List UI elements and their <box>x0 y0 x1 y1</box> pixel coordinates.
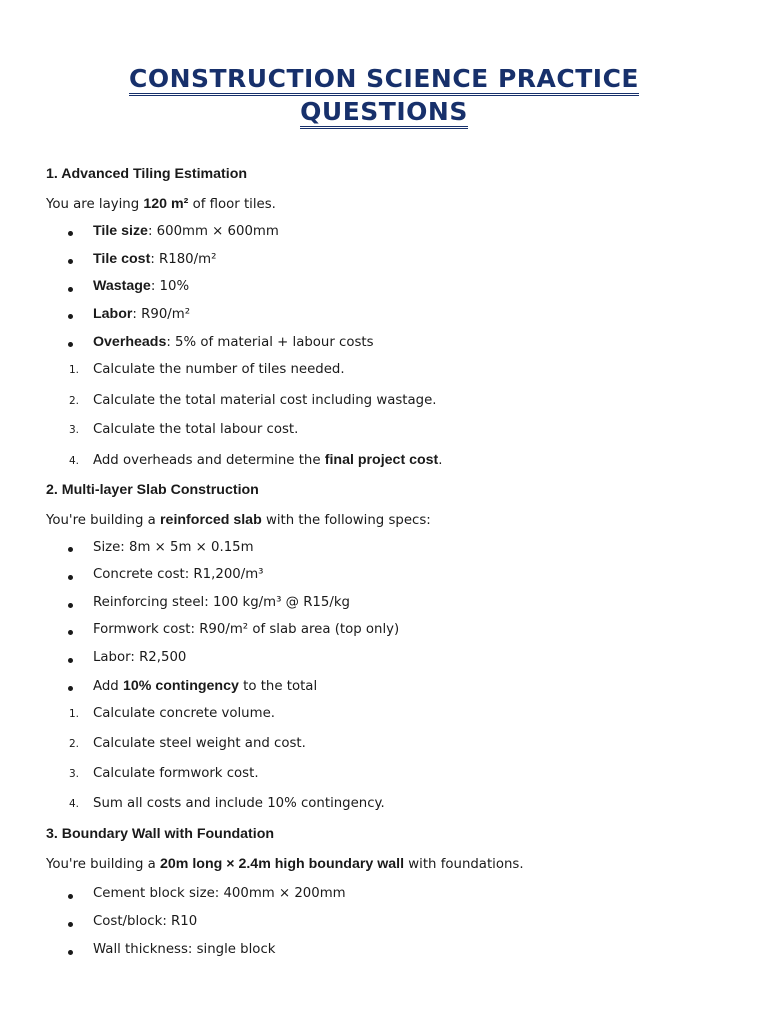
step-text: Calculate the total material cost including wastage. <box>93 393 437 408</box>
q1-heading: 1. Advanced Tiling Estimation <box>46 166 248 182</box>
list-item <box>93 334 374 350</box>
bullet-icon <box>68 894 73 899</box>
step-text: Calculate formwork cost. <box>93 766 259 781</box>
bullet-icon <box>68 287 73 292</box>
q2-intro-text: You're building a <box>46 513 161 528</box>
step-number: 2. <box>69 395 80 407</box>
q2-intro-post: with the following specs: <box>261 513 431 528</box>
list-item: Cost/block: R10 <box>93 914 198 929</box>
step-text: Sum all costs and include 10% contingency. <box>93 796 385 811</box>
list-item <box>93 223 279 239</box>
step-text: Calculate the number of tiles needed. <box>93 362 345 377</box>
list-item: Concrete cost: R1,200/m³ <box>93 567 264 582</box>
step-text: Calculate steel weight and cost. <box>93 736 306 751</box>
list-item-value: : 10% <box>150 279 190 294</box>
step-text <box>93 452 443 468</box>
list-item <box>93 251 216 267</box>
list-item-post: to the total <box>238 679 318 694</box>
q3-heading: 3. Boundary Wall with Foundation <box>46 826 275 842</box>
title-line-2: QUESTIONS <box>300 97 468 129</box>
list-item-value: : 5% of material + labour costs <box>166 335 374 350</box>
step-text: Calculate the total labour cost. <box>93 422 299 437</box>
list-item-pre: Add <box>93 679 123 694</box>
list-item: Labor: R2,500 <box>93 650 187 665</box>
q2-heading: 2. Multi-layer Slab Construction <box>46 482 259 498</box>
q3-intro-post: with foundations. <box>404 857 524 872</box>
q2-intro-bold: reinforced slab <box>160 512 262 528</box>
q3-intro-text: You're building a <box>46 857 161 872</box>
bullet-icon <box>68 630 73 635</box>
list-item-value: : 600mm × 600mm <box>147 224 279 239</box>
list-item: Reinforcing steel: 100 kg/m³ @ R15/kg <box>93 595 350 610</box>
step-number: 3. <box>69 768 80 780</box>
bullet-icon <box>68 950 73 955</box>
step-number: 4. <box>69 798 80 810</box>
step-number: 1. <box>69 708 80 720</box>
list-item-label: Overheads <box>93 334 167 350</box>
bullet-icon <box>68 314 73 319</box>
step-number: 4. <box>69 455 80 467</box>
list-item: Wall thickness: single block <box>93 942 276 957</box>
step-text-pre: Add overheads and determine the <box>93 453 325 468</box>
bullet-icon <box>68 658 73 663</box>
list-item-value: : R180/m² <box>150 252 217 267</box>
q1-intro <box>46 196 276 212</box>
q3-intro-bold: 20m long × 2.4m high boundary wall <box>160 856 405 872</box>
bullet-icon <box>68 231 73 236</box>
bullet-icon <box>68 575 73 580</box>
step-number: 1. <box>69 364 80 376</box>
title-line-1: CONSTRUCTION SCIENCE PRACTICE <box>129 64 639 96</box>
step-text-post: . <box>438 453 443 468</box>
step-number: 2. <box>69 738 80 750</box>
bullet-icon <box>68 259 73 264</box>
list-item-bold: 10% contingency <box>122 678 239 694</box>
list-item-label: Tile size <box>93 223 148 239</box>
bullet-icon <box>68 922 73 927</box>
q1-intro-post: of floor tiles. <box>188 197 276 212</box>
list-item <box>93 278 189 294</box>
bullet-icon <box>68 603 73 608</box>
list-item-label: Wastage <box>93 278 151 294</box>
bullet-icon <box>68 686 73 691</box>
document-title <box>0 62 768 128</box>
list-item-label: Tile cost <box>93 251 151 267</box>
list-item-value: : R90/m² <box>132 307 191 322</box>
list-item-label: Labor <box>93 306 133 322</box>
list-item <box>93 306 190 322</box>
list-item <box>93 678 317 694</box>
q3-intro <box>46 856 524 872</box>
bullet-icon <box>68 547 73 552</box>
step-text: Calculate concrete volume. <box>93 706 275 721</box>
step-text-bold: final project cost <box>324 452 439 468</box>
bullet-icon <box>68 342 73 347</box>
q1-intro-text: You are laying <box>46 197 144 212</box>
list-item: Cement block size: 400mm × 200mm <box>93 886 346 901</box>
list-item: Formwork cost: R90/m² of slab area (top only) <box>93 622 400 637</box>
list-item: Size: 8m × 5m × 0.15m <box>93 540 254 555</box>
q2-intro <box>46 512 431 528</box>
q1-intro-bold: 120 m² <box>143 196 189 212</box>
step-number: 3. <box>69 424 80 436</box>
